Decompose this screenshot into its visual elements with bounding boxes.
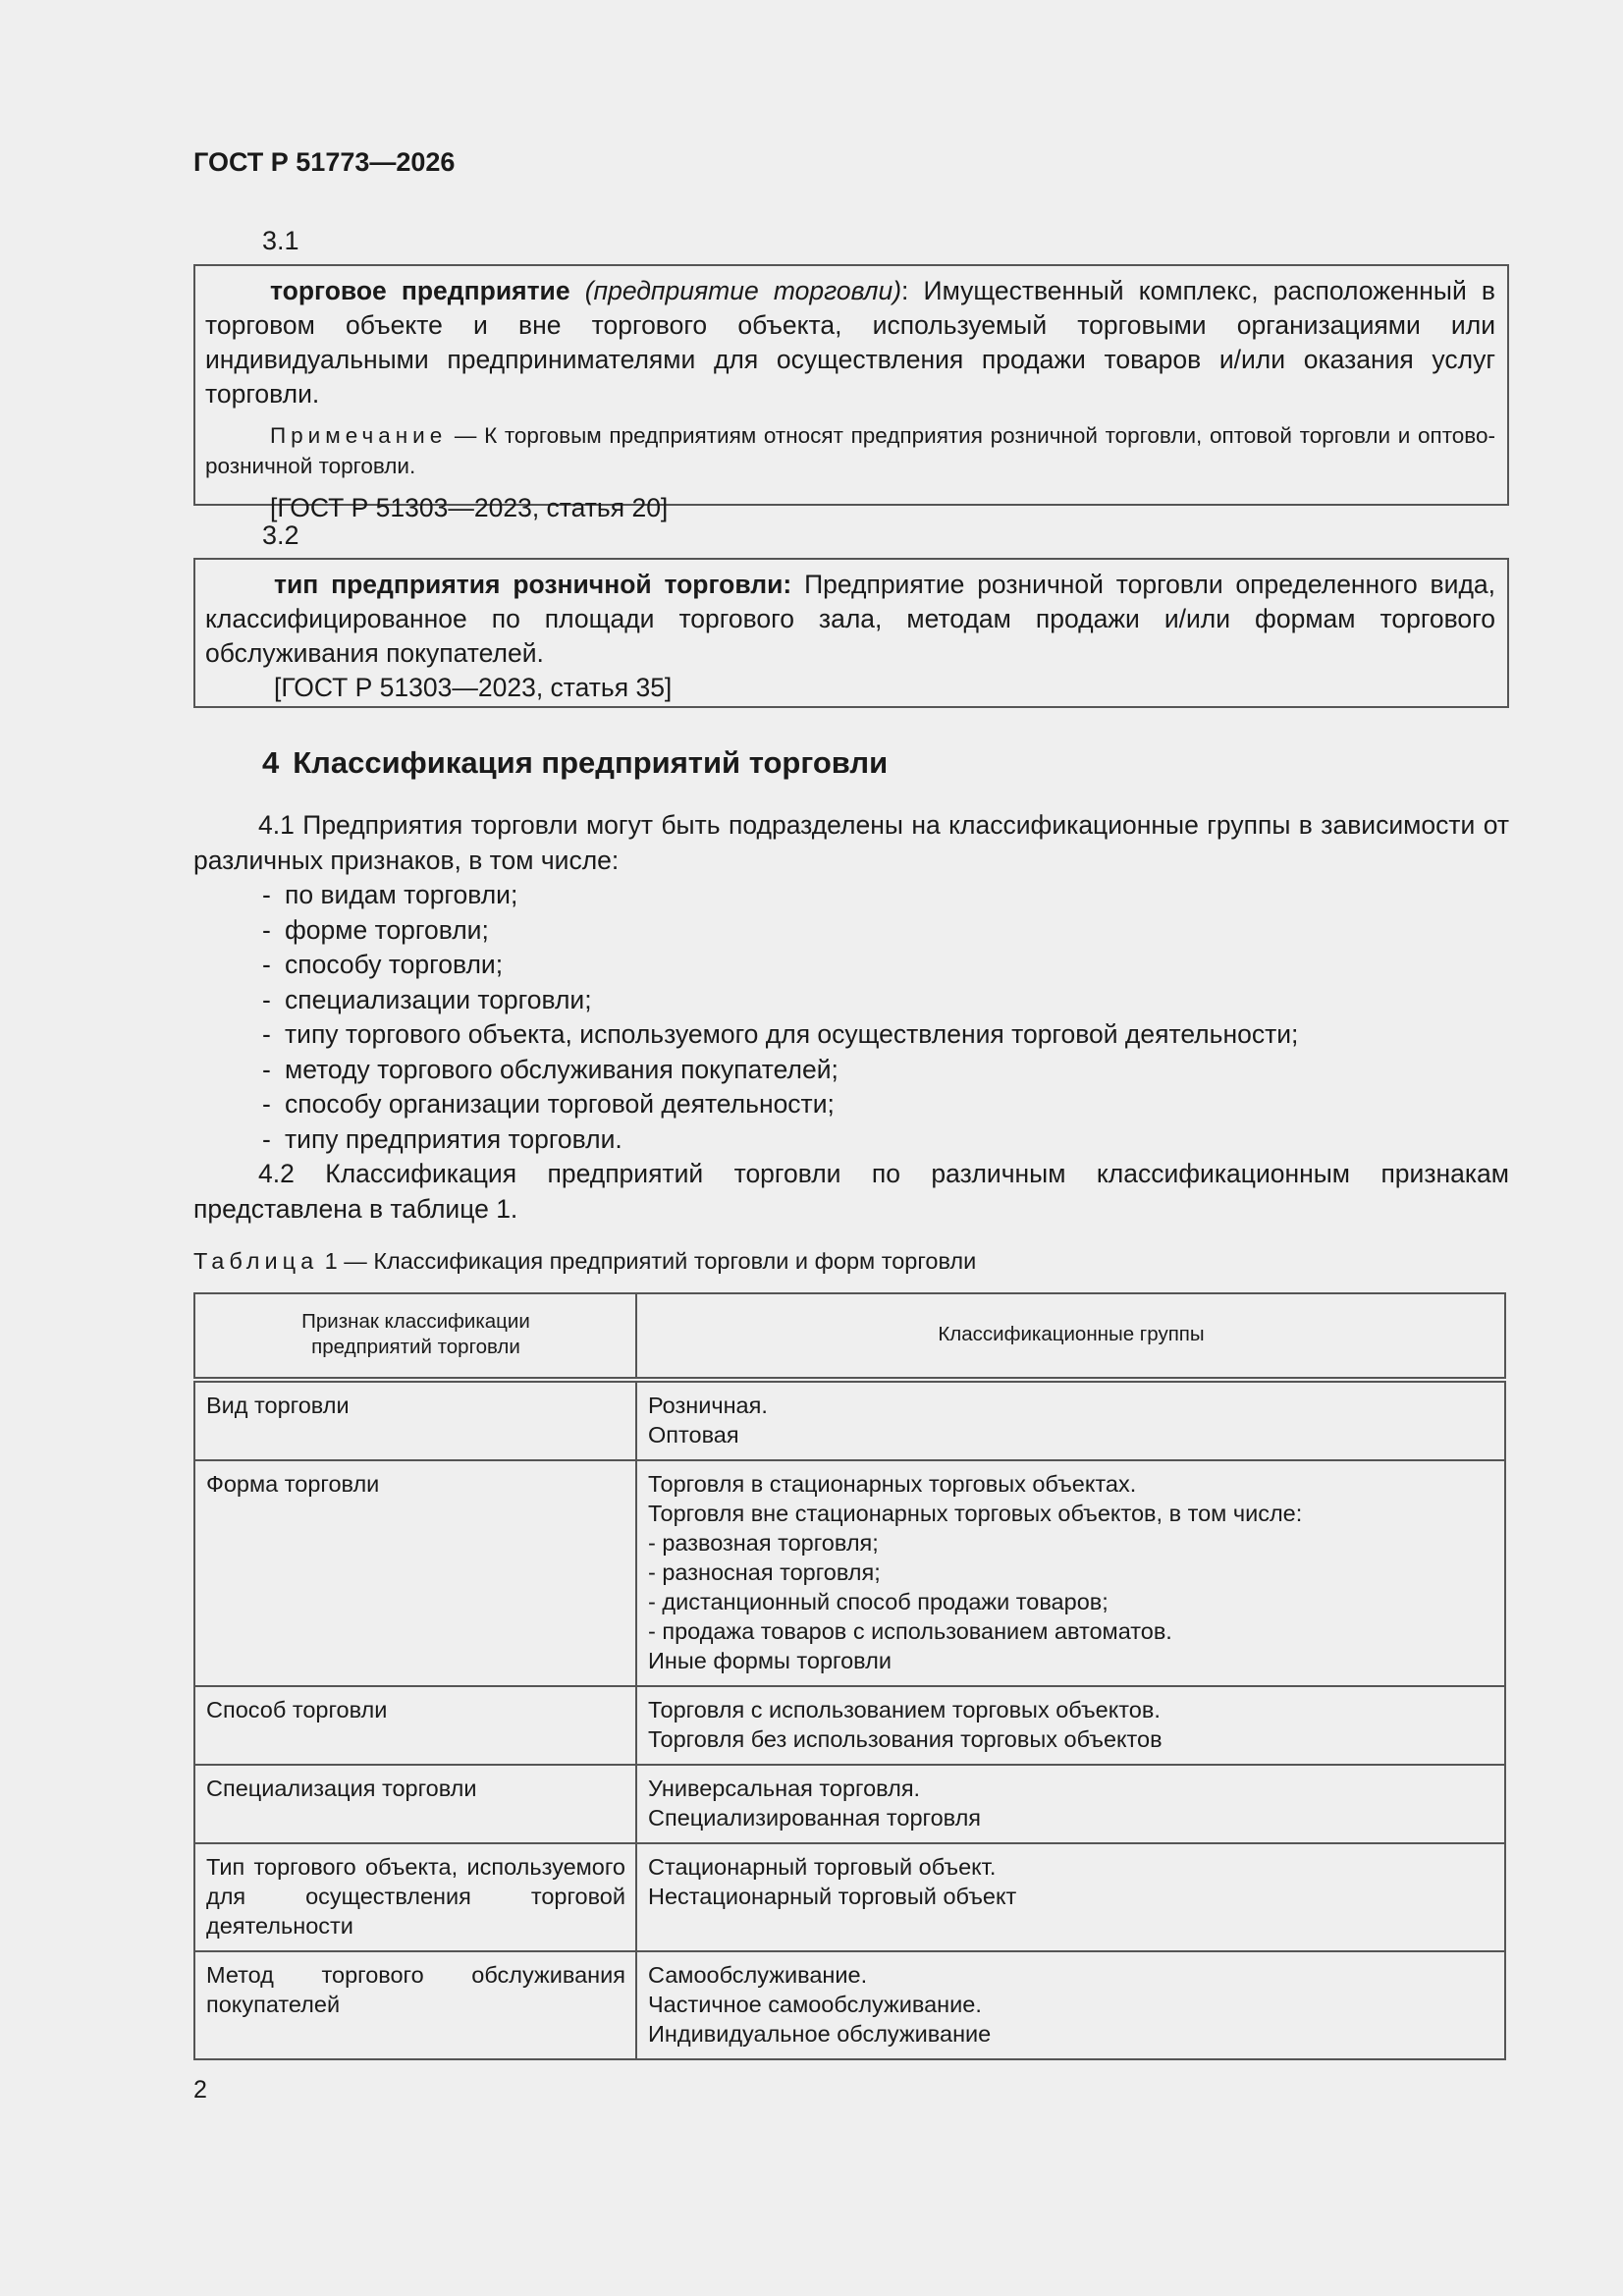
table-caption-label: Таблица — [193, 1248, 319, 1274]
page-number: 2 — [193, 2076, 207, 2104]
table-cell-groups: Торговля в стационарных торговых объектах. Торговля вне стационарных торговых объектов, в том числе: - развозная торговля; - разносная торговля; - дистанционный способ продажи товаров; - продажа товаров с использованием автоматов. Иные формы торговли — [636, 1460, 1505, 1686]
table-caption — [193, 1248, 976, 1275]
criteria-list-item-text: специализации торговли; — [285, 984, 592, 1014]
table-row — [194, 1380, 1505, 1460]
criteria-list-item — [193, 983, 1509, 1018]
table-cell-criterion: Вид торговли — [194, 1380, 636, 1460]
section-title: Классификация предприятий торговли — [293, 745, 889, 780]
criteria-list-item — [193, 1087, 1509, 1122]
note-label: Примечание — [270, 423, 448, 448]
section-number: 4 — [262, 745, 280, 780]
criteria-list-item — [193, 1122, 1509, 1158]
table-cell-criterion: Тип торгового объекта, используемого для осуществления торговой деятельности — [194, 1843, 636, 1951]
table-caption-text: 1 — Классификация предприятий торговли и форм торговли — [318, 1248, 977, 1274]
criteria-list-item-text: по видам торговли; — [285, 880, 518, 909]
term-source: [ГОСТ Р 51303—2023, статья 20] — [270, 493, 669, 522]
table-row — [194, 1765, 1505, 1843]
note-text: — К торговым предприятиям относят предприятия розничной торговли, оптовой торговли и оптово-розничной торговли. — [205, 423, 1495, 478]
term-definition-text: Предприятие розничной торговли определенного вида, классифицированное по площади торгового зала, методам продажи и/или формам торгового обслуживания покупателей. — [205, 570, 1496, 668]
document-header: ГОСТ Р 51773—2026 — [193, 147, 456, 177]
term-number: 3.2 — [262, 520, 299, 550]
criteria-list-item-text: способу организации торговой деятельности; — [285, 1089, 835, 1119]
section-body — [193, 808, 1509, 1227]
term-synonym: (предприятие торговли) — [584, 276, 902, 305]
term-definition-text: : Имущественный комплекс, расположенный в торговом объекте и вне торгового объекта, используемый торговыми организациями или индивидуальными предпринимателями для осуществления продажи товаров и/или оказания услуг торговли. — [205, 276, 1495, 409]
criteria-list-item-text: типу торгового объекта, используемого для осуществления торговой деятельности; — [285, 1019, 1299, 1049]
table-header-criterion: Признак классификации предприятий торговли — [194, 1293, 636, 1380]
criteria-list — [193, 878, 1509, 1157]
term-name: тип предприятия розничной торговли: — [274, 570, 792, 599]
table-cell-groups: Универсальная торговля. Специализированная торговля — [636, 1765, 1505, 1843]
term-number: 3.1 — [262, 226, 299, 255]
criteria-list-item-text: типу предприятия торговли. — [285, 1123, 622, 1154]
table-cell-criterion: Метод торгового обслуживания покупателей — [194, 1951, 636, 2059]
table-cell-criterion: Форма торговли — [194, 1460, 636, 1686]
table-cell-criterion: Способ торговли — [194, 1686, 636, 1765]
criteria-list-item — [193, 1017, 1509, 1053]
term-note — [205, 420, 1495, 481]
term-definition-box — [193, 264, 1509, 522]
table-cell-criterion: Специализация торговли — [194, 1765, 636, 1843]
table-cell-groups: Торговля с использованием торговых объектов. Торговля без использования торговых объектов — [636, 1686, 1505, 1765]
term-definition — [205, 274, 1495, 411]
criteria-list-item — [193, 913, 1509, 949]
section-heading — [262, 745, 888, 781]
table-cell-groups: Самообслуживание. Частичное самообслуживание. Индивидуальное обслуживание — [636, 1951, 1505, 2059]
term-definition-box — [193, 558, 1509, 708]
term-source: [ГОСТ Р 51303—2023, статья 35] — [274, 673, 673, 702]
classification-table — [193, 1292, 1506, 2060]
criteria-list-item-text: способу торговли; — [285, 950, 504, 979]
table-row — [194, 1843, 1505, 1951]
criteria-list-item-text: форме торговли; — [285, 914, 489, 945]
term-name: торговое предприятие — [270, 276, 570, 305]
criteria-list-item — [193, 1053, 1509, 1088]
paragraph-4-1: 4.1 Предприятия торговли могут быть подразделены на классификационные группы в зависимости от различных признаков, в том числе: — [193, 810, 1509, 875]
table-cell-groups: Розничная. Оптовая — [636, 1380, 1505, 1460]
table-row — [194, 1460, 1505, 1686]
paragraph-4-2: 4.2 Классификация предприятий торговли по различным классификационным признакам представлена в таблице 1. — [193, 1159, 1509, 1224]
criteria-list-item-text: методу торгового обслуживания покупателей; — [285, 1054, 839, 1084]
table-header-row — [194, 1293, 1505, 1380]
criteria-list-item — [193, 878, 1509, 913]
table-row — [194, 1951, 1505, 2059]
table-cell-groups: Стационарный торговый объект. Нестационарный торговый объект — [636, 1843, 1505, 1951]
criteria-list-item — [193, 948, 1509, 983]
table-row — [194, 1686, 1505, 1765]
term-definition — [205, 568, 1495, 671]
table-header-groups: Классификационные группы — [636, 1293, 1505, 1380]
